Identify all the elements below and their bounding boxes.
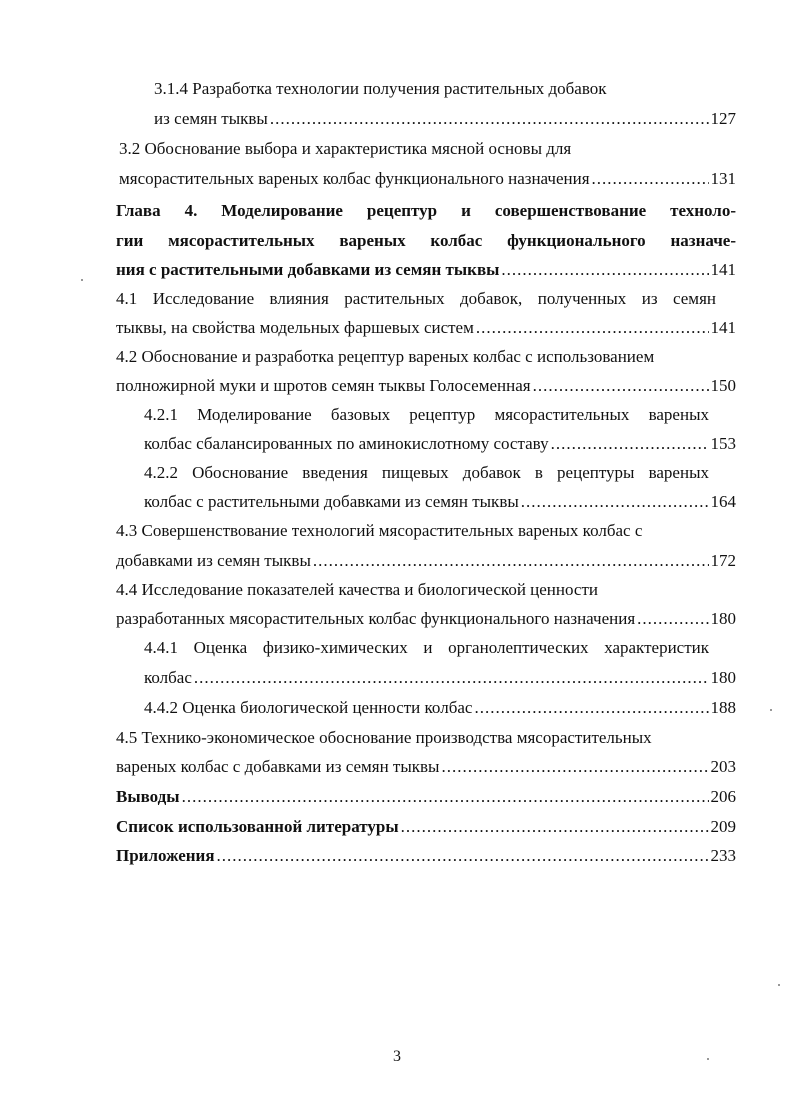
toc-page-number: 141 (710, 260, 736, 279)
toc-entry-text: гии мясорастительных вареных колбас функционального назначе- (116, 231, 736, 250)
leader-dots (182, 786, 709, 808)
leader-dots (474, 697, 708, 719)
toc-page-number: 180 (710, 668, 736, 687)
leader-dots (521, 491, 709, 513)
leader-dots (533, 375, 709, 397)
toc-entry-text: 4.4 Исследование показателей качества и биологической ценности (116, 580, 599, 599)
toc-entry-4-3-line1 (116, 520, 716, 542)
leader-dots (551, 433, 709, 455)
toc-entry-text: 4.2.1 Моделирование базовых рецептур мясорастительных вареных (144, 405, 709, 424)
toc-chapter-4[interactable] (116, 259, 736, 281)
toc-entry-text: тыквы, на свойства модельных фаршевых систем (116, 318, 474, 337)
toc-entry-text: 4.4.2 Оценка биологической ценности колбас (144, 698, 473, 717)
toc-entry-text: ния с растительными добавками из семян тыквы (116, 260, 500, 279)
leader-dots (217, 845, 709, 867)
toc-page-number: 127 (710, 109, 736, 128)
toc-entry-text: 4.4.1 Оценка физико-химических и органолептических характеристик (144, 638, 709, 657)
toc-entry-4-1[interactable] (116, 317, 736, 339)
toc-entry-4-1-line1 (116, 288, 736, 310)
toc-entry-4-5-line1 (116, 727, 716, 749)
toc-entry-text: 4.1 Исследование влияния растительных добавок, полученных из семян (116, 289, 716, 308)
toc-entry-text: колбас сбалансированных по аминокислотному составу (144, 434, 549, 453)
toc-page-number: 209 (710, 817, 736, 836)
toc-entry-3-1-4[interactable] (154, 108, 736, 130)
toc-entry-4-2-line1 (116, 346, 736, 368)
toc-entry-4-2-2[interactable] (144, 491, 736, 513)
toc-entry-text: добавками из семян тыквы (116, 551, 311, 570)
toc-page-number: 164 (710, 492, 736, 511)
leader-dots (592, 168, 709, 190)
leader-dots (501, 259, 708, 281)
scan-speck (707, 1058, 709, 1060)
scan-speck (81, 279, 83, 281)
toc-entry-text: Приложения (116, 846, 215, 865)
toc-entry-4-3[interactable] (116, 550, 736, 572)
toc-entry-text: колбас с растительными добавками из семян тыквы (144, 492, 519, 511)
toc-entry-4-2-2-line1 (144, 462, 709, 484)
toc-entry-appendices[interactable] (116, 845, 736, 867)
toc-entry-text: полножирной муки и шротов семян тыквы Голосеменная (116, 376, 531, 395)
toc-entry-text: мясорастительных вареных колбас функционального назначения (119, 169, 590, 188)
toc-entry-references[interactable] (116, 816, 736, 838)
toc-entry-3-1-4-line1 (154, 78, 714, 100)
toc-entry-text: разработанных мясорастительных колбас функционального назначения (116, 609, 636, 628)
toc-page-number: 131 (710, 169, 736, 188)
toc-chapter-4-line2 (116, 230, 736, 252)
toc-entry-text: Список использованной литературы (116, 817, 399, 836)
toc-page-number: 203 (710, 757, 736, 776)
toc-page-number: 206 (710, 787, 736, 806)
toc-entry-text: 4.2 Обоснование и разработка рецептур вареных колбас с использованием (116, 347, 655, 366)
toc-entry-4-2[interactable] (116, 375, 736, 397)
leader-dots (637, 608, 708, 630)
toc-page-number: 141 (710, 318, 736, 337)
toc-chapter-4-line1 (116, 200, 736, 222)
toc-entry-text: 3.1.4 Разработка технологии получения растительных добавок (154, 79, 607, 98)
toc-entry-text: Глава 4. Моделирование рецептур и совершенствование техноло- (116, 201, 736, 220)
toc-entry-text: вареных колбас с добавками из семян тыквы (116, 757, 440, 776)
toc-entry-text: колбас (144, 668, 192, 687)
toc-entry-text: Выводы (116, 787, 180, 806)
toc-page-number: 233 (710, 846, 736, 865)
toc-entry-conclusions[interactable] (116, 786, 736, 808)
leader-dots (401, 816, 709, 838)
scan-speck (770, 709, 772, 711)
toc-entry-4-4-1-line1 (144, 637, 709, 659)
toc-entry-4-2-1-line1 (144, 404, 709, 426)
toc-entry-4-4[interactable] (116, 608, 736, 630)
toc-entry-text: 4.3 Совершенствование технологий мясорастительных вареных колбас с (116, 521, 643, 540)
page-number: 3 (393, 1048, 401, 1065)
toc-entry-4-4-1[interactable] (144, 667, 736, 689)
toc-entry-4-2-1[interactable] (144, 433, 736, 455)
scan-speck (778, 984, 780, 986)
leader-dots (476, 317, 709, 339)
leader-dots (270, 108, 709, 130)
toc-page-number: 172 (710, 551, 736, 570)
leader-dots (441, 756, 708, 778)
toc-page-number: 153 (710, 434, 736, 453)
leader-dots (194, 667, 709, 689)
leader-dots (313, 550, 709, 572)
toc-entry-4-5[interactable] (116, 756, 736, 778)
toc-entry-4-4-2[interactable] (144, 697, 736, 719)
toc-entry-text: 4.2.2 Обоснование введения пищевых добавок в рецептуры вареных (144, 463, 709, 482)
toc-entry-text: 4.5 Технико-экономическое обоснование производства мясорастительных (116, 728, 652, 747)
toc-entry-text: 3.2 Обоснование выбора и характеристика мясной основы для (119, 139, 572, 158)
toc-entry-3-2-line1 (119, 138, 719, 160)
toc-page-number: 180 (710, 609, 736, 628)
toc-page-number: 188 (710, 698, 736, 717)
toc-entry-3-2[interactable] (119, 168, 736, 190)
toc-page-number: 150 (710, 376, 736, 395)
toc-entry-4-4-line1 (116, 579, 716, 601)
toc-entry-text: из семян тыквы (154, 109, 268, 128)
